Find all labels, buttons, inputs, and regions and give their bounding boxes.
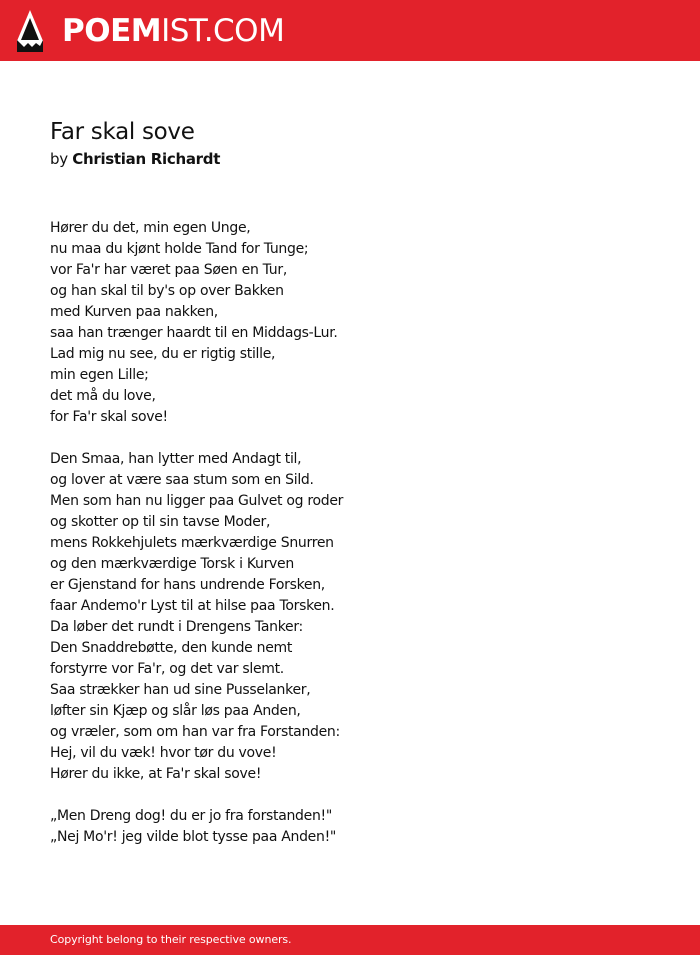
- poem-line: Hører du det, min egen Unge,: [50, 220, 251, 236]
- poem-line: vor Fa'r har været paa Søen en Tur,: [50, 262, 287, 278]
- poem-stanza: [50, 806, 650, 848]
- poem-line: „Nej Mo'r! jeg vilde blot tysse paa Anden!": [50, 829, 337, 845]
- poem-line: Den Smaa, han lytter med Andagt til,: [50, 451, 302, 467]
- site-header: [0, 0, 700, 61]
- poem-line: og skotter op til sin tavse Moder,: [50, 514, 271, 530]
- poem-body: [50, 218, 650, 869]
- poem-title: Far skal sove: [50, 119, 195, 145]
- poem-line: og lover at være saa stum som en Sild.: [50, 472, 314, 488]
- site-footer: [0, 925, 700, 955]
- poem-line: „Men Dreng dog! du er jo fra forstanden!": [50, 808, 332, 824]
- poem-byline: [50, 149, 220, 169]
- poem-line: og han skal til by's op over Bakken: [50, 283, 284, 299]
- poem-stanza: [50, 449, 650, 785]
- by-label: by: [50, 150, 68, 168]
- logo-bold-text: POEM: [62, 13, 162, 49]
- author-name: Christian Richardt: [72, 150, 221, 168]
- poem-line: Men som han nu ligger paa Gulvet og roder: [50, 493, 344, 509]
- poem-line: med Kurven paa nakken,: [50, 304, 218, 320]
- poem-line: nu maa du kjønt holde Tand for Tunge;: [50, 241, 309, 257]
- poem-stanza: [50, 218, 650, 428]
- poem-line: og vræler, som om han var fra Forstanden:: [50, 724, 340, 740]
- poem-line: mens Rokkehjulets mærkværdige Snurren: [50, 535, 334, 551]
- poem-line: Da løber det rundt i Drengens Tanker:: [50, 619, 303, 635]
- poem-line: forstyrre vor Fa'r, og det var slemt.: [50, 661, 284, 677]
- logo-light-text: IST.COM: [161, 13, 285, 49]
- poem-line: Den Snaddrebøtte, den kunde nemt: [50, 640, 293, 656]
- poem-line: Hører du ikke, at Fa'r skal sove!: [50, 766, 262, 782]
- poem-line: for Fa'r skal sove!: [50, 409, 168, 425]
- poem-line: faar Andemo'r Lyst til at hilse paa Torsken.: [50, 598, 335, 614]
- site-logo[interactable]: [62, 11, 284, 51]
- copyright-text: Copyright belong to their respective owners.: [50, 933, 292, 946]
- poem-line: saa han trænger haardt til en Middags-Lur.: [50, 325, 338, 341]
- poem-line: det må du love,: [50, 388, 156, 404]
- poem-line: løfter sin Kjæp og slår løs paa Anden,: [50, 703, 301, 719]
- poem-line: og den mærkværdige Torsk i Kurven: [50, 556, 294, 572]
- poem-line: er Gjenstand for hans undrende Forsken,: [50, 577, 325, 593]
- poem-line: min egen Lille;: [50, 367, 149, 383]
- poem-line: Hej, vil du væk! hvor tør du vove!: [50, 745, 277, 761]
- pencil-icon[interactable]: [16, 10, 44, 52]
- poem-line: Lad mig nu see, du er rigtig stille,: [50, 346, 276, 362]
- poem-line: Saa strækker han ud sine Pusselanker,: [50, 682, 311, 698]
